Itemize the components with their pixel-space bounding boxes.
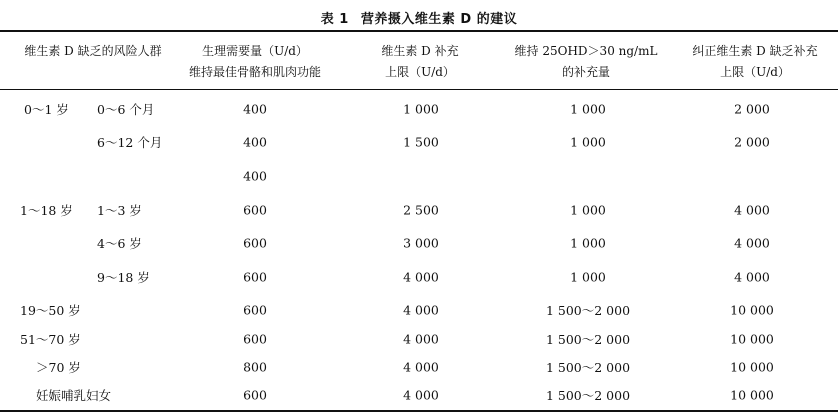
cell-supplement-limit: 4 000 — [403, 359, 439, 375]
cell-maintenance-amount: 1 000 — [570, 101, 606, 117]
table-caption — [0, 8, 838, 27]
table-top-rule — [0, 30, 838, 32]
header-line: 上限（U/d） — [385, 65, 455, 79]
cell-supplement-limit: 4 000 — [403, 302, 439, 318]
header-physiological-need — [172, 41, 338, 83]
cell-correction-limit: 10 000 — [730, 302, 774, 318]
cell-physiological-need: 400 — [243, 134, 267, 150]
cell-age-subgroup: 4～6 岁 — [97, 236, 142, 251]
cell-physiological-need: 600 — [243, 269, 267, 285]
cell-maintenance-amount: 1 000 — [570, 235, 606, 251]
header-supplement-upper-limit — [352, 41, 488, 83]
header-line: 维持最佳骨骼和肌肉功能 — [188, 65, 321, 79]
cell-age-subgroup: 9～18 岁 — [97, 270, 150, 285]
cell-supplement-limit: 4 000 — [403, 387, 439, 403]
cell-supplement-limit: 3 000 — [403, 235, 439, 251]
cell-physiological-need: 600 — [243, 235, 267, 251]
cell-maintenance-amount: 1 500～2 000 — [545, 360, 631, 375]
cell-correction-limit: 4 000 — [734, 269, 770, 285]
cell-physiological-need: 800 — [243, 359, 267, 375]
cell-physiological-need: 600 — [243, 202, 267, 218]
cell-correction-limit: 4 000 — [734, 202, 770, 218]
cell-correction-limit: 2 000 — [734, 101, 770, 117]
header-line: 生理需要量（U/d） — [202, 44, 308, 58]
cell-maintenance-amount: 1 000 — [570, 134, 606, 150]
cell-age-subgroup: 6～12 个月 — [97, 135, 163, 150]
header-line: 维持 25OHD＞30 ng/mL — [514, 44, 658, 58]
cell-risk-group: 0～1 岁 — [24, 102, 69, 117]
cell-correction-limit: 4 000 — [734, 235, 770, 251]
cell-risk-group: 51～70 岁 — [20, 332, 81, 347]
header-line: 纠正维生素 D 缺乏补充 — [692, 44, 818, 58]
cell-supplement-limit: 2 500 — [403, 202, 439, 218]
header-line: 上限（U/d） — [720, 65, 790, 79]
cell-correction-limit: 10 000 — [730, 359, 774, 375]
table-number: 表 1 — [320, 12, 349, 27]
cell-physiological-need: 400 — [243, 168, 267, 184]
cell-risk-group: ＞70 岁 — [36, 360, 81, 375]
cell-physiological-need: 600 — [243, 331, 267, 347]
cell-supplement-limit: 4 000 — [403, 269, 439, 285]
header-maintenance-amount — [502, 41, 670, 83]
cell-correction-limit: 10 000 — [730, 331, 774, 347]
cell-risk-group: 1～18 岁 — [20, 203, 73, 218]
cell-maintenance-amount: 1 500～2 000 — [545, 303, 631, 318]
cell-supplement-limit: 4 000 — [403, 331, 439, 347]
header-line: 的补充量 — [561, 65, 610, 79]
cell-age-subgroup: 1～3 岁 — [97, 203, 142, 218]
cell-physiological-need: 600 — [243, 387, 267, 403]
cell-maintenance-amount: 1 500～2 000 — [545, 332, 631, 347]
table-bottom-rule — [0, 410, 838, 412]
header-line: 维生素 D 缺乏的风险人群 — [24, 44, 162, 58]
cell-risk-group: 19～50 岁 — [20, 303, 81, 318]
table-header-rule — [0, 89, 838, 90]
cell-correction-limit: 10 000 — [730, 387, 774, 403]
cell-maintenance-amount: 1 500～2 000 — [545, 388, 631, 403]
header-correction-upper-limit — [676, 41, 834, 83]
cell-age-subgroup: 0～6 个月 — [97, 102, 155, 117]
header-risk-group — [8, 41, 178, 62]
cell-physiological-need: 400 — [243, 101, 267, 117]
cell-correction-limit: 2 000 — [734, 134, 770, 150]
cell-maintenance-amount: 1 000 — [570, 202, 606, 218]
cell-risk-group: 妊娠哺乳妇女 — [36, 388, 112, 403]
table-title: 营养摄入维生素 D 的建议 — [360, 12, 518, 27]
cell-maintenance-amount: 1 000 — [570, 269, 606, 285]
header-line: 维生素 D 补充 — [381, 44, 459, 58]
cell-supplement-limit: 1 500 — [403, 134, 439, 150]
cell-physiological-need: 600 — [243, 302, 267, 318]
cell-supplement-limit: 1 000 — [403, 101, 439, 117]
